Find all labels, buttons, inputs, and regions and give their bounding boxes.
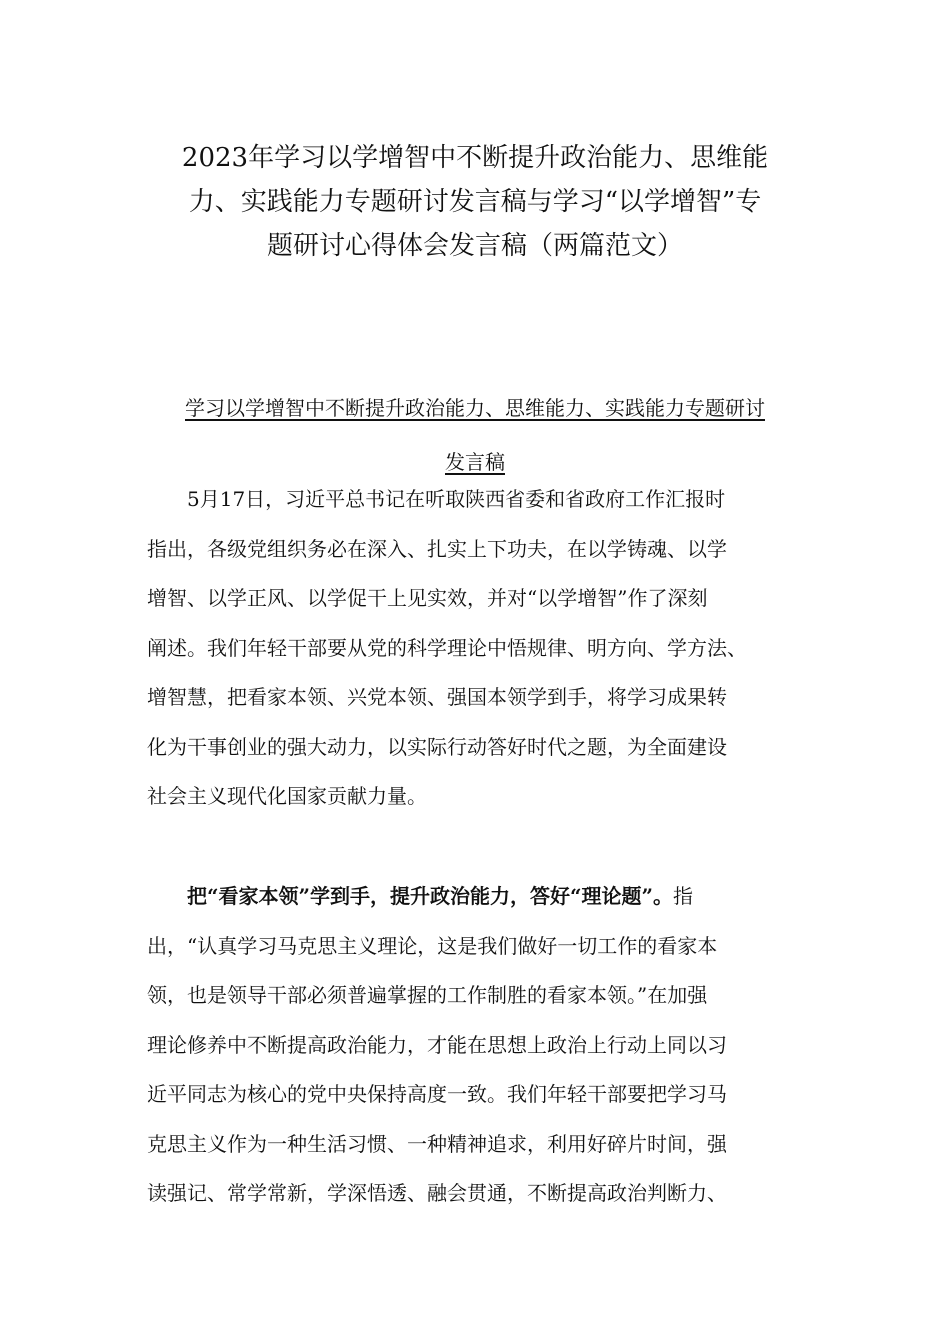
paragraph-line	[147, 872, 827, 922]
paragraph-line: 读强记、常学常新，学深悟透、融会贯通，不断提高政治判断力、	[147, 1181, 727, 1205]
paragraph-heading: 把“看家本领”学到手，提升政治能力，答好“理论题”。	[187, 884, 674, 908]
section-title-text: 学习以学增智中不断提升政治能力、思维能力、实践能力专题研讨	[185, 396, 765, 420]
paragraph-line: 社会主义现代化国家贡献力量。	[147, 784, 427, 808]
paragraph-line: 增智慧，把看家本领、兴党本领、强国本领学到手，将学习成果转	[147, 685, 727, 709]
document-title	[140, 136, 810, 268]
paragraph-intro	[147, 475, 827, 822]
paragraph-heading-tail: 指	[673, 884, 694, 908]
paragraph-line: 阐述。我们年轻干部要从党的科学理论中悟规律、明方向、学方法、	[147, 635, 747, 660]
paragraph-section-one	[147, 872, 827, 1219]
paragraph-line: 化为干事创业的强大动力，以实际行动答好时代之题，为全面建设	[147, 734, 727, 759]
document-title-line: 力、实践能力专题研讨发言稿与学习“以学增智”专	[188, 187, 762, 217]
paragraph-line: 5月17日，习近平总书记在听取陕西省委和省政府工作汇报时	[187, 487, 726, 511]
section-title	[145, 381, 805, 489]
paragraph-line: 指出，各级党组织务必在深入、扎实上下功夫，在以学铸魂、以学	[147, 536, 727, 561]
document-title-line: 题研讨心得体会发言稿（两篇范文）	[266, 231, 683, 261]
paragraph-line: 领，也是领导干部必须普遍掌握的工作制胜的看家本领。”在加强	[147, 983, 708, 1007]
paragraph-line: 理论修养中不断提高政治能力，才能在思想上政治上行动上同以习	[147, 1032, 727, 1057]
paragraph-line: 增智、以学正风、以学促干上见实效，并对“以学增智”作了深刻	[147, 586, 708, 610]
section-title-line	[145, 381, 805, 435]
paragraph-line: 出，“认真学习马克思主义理论，这是我们做好一切工作的看家本	[147, 933, 718, 958]
section-title-text: 发言稿	[445, 450, 505, 474]
paragraph-line: 克思主义作为一种生活习惯、一种精神追求，利用好碎片时间，强	[147, 1131, 727, 1156]
document-title-line: 2023年学习以学增智中不断提升政治能力、思维能	[181, 143, 769, 173]
paragraph-line: 近平同志为核心的党中央保持高度一致。我们年轻干部要把学习马	[147, 1082, 727, 1106]
